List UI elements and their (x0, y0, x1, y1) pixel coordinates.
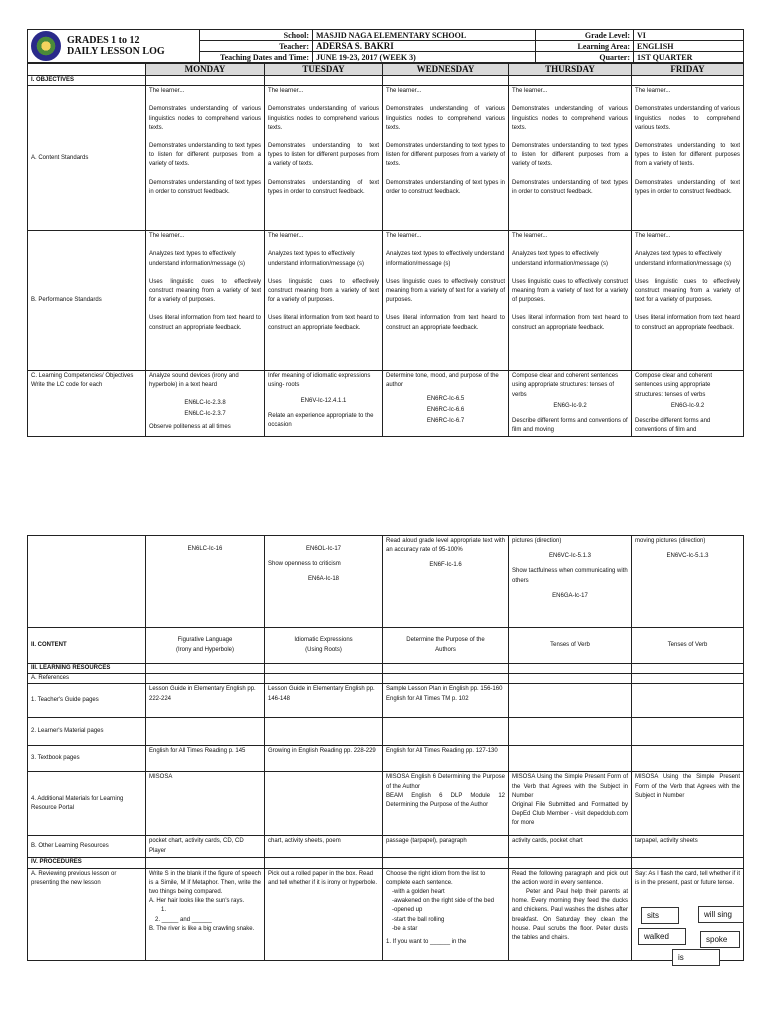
idiom-option: -with a golden heart (392, 889, 445, 896)
row-label-lm: 2. Learner's Material pages (28, 718, 146, 746)
content-std-tuesday (265, 86, 383, 231)
competency-cont-tuesday (265, 536, 383, 628)
school-label: School: (200, 30, 313, 41)
row-label-lrp: 4. Additional Materials for Learning Resource Portal (28, 772, 146, 836)
section-procedures: IV. PROCEDURES (28, 858, 146, 868)
content-std-friday (632, 86, 744, 231)
lc-code: EN6OL-Ic-17 (305, 546, 341, 552)
other-tuesday: chart, activity sheets, poem (265, 836, 383, 858)
competency-cont-monday (146, 536, 265, 628)
competency-friday (632, 371, 744, 437)
std-text: Uses literal information from text heard to construct an appropriate feedback. (635, 315, 740, 331)
idiom-option: -opened up (392, 907, 423, 914)
content-row (28, 628, 744, 664)
dates-label: Teaching Dates and Time: (200, 52, 313, 63)
lrp-friday: MISOSA Using the Simple Present Form of the Verb that Agrees with the Subject in Number (632, 772, 744, 836)
competency-text: Compose clear and coherent sentences using appropriate structures: tenses of verbs (635, 373, 713, 398)
content-thursday: Tenses of Verb (509, 628, 632, 664)
other-thursday: activity cards, pocket chart (509, 836, 632, 858)
other-resources-row (28, 836, 744, 858)
dll-page-1 (27, 29, 743, 437)
lrp-monday: MISOSA (146, 772, 265, 836)
std-text: Demonstrates understanding of text types in order to construct feedback. (386, 179, 505, 195)
row-label-content-standards: A. Content Standards (28, 86, 146, 231)
review-tuesday: Pick out a rolled paper in the box. Read and tell whether if it is irony or hyperbole. (265, 868, 383, 960)
row-label-tg: 1. Teacher's Guide pages (28, 684, 146, 718)
quarter-label: Quarter: (536, 52, 634, 63)
std-text: Demonstrates understanding of text types in order to construct feedback. (149, 179, 261, 195)
std-text: Analyzes text types to effectively understand information/message (s) (268, 251, 365, 267)
std-text: Demonstrates understanding of various linguistics nodes to comprehend various texts. (635, 106, 740, 131)
competency-text: Infer meaning of idiomatic expressions using- roots (268, 373, 371, 389)
review-row (28, 868, 744, 960)
std-text: Demonstrates understanding to text types to listen for different purposes from a variety of texts. (386, 143, 505, 168)
competency-extra: Relate an experience appropriate to the occasion (268, 412, 374, 429)
learner-text: The learner... (149, 88, 185, 95)
competency-extra: Observe politeness at all times (149, 424, 231, 431)
dll-table-page-2 (27, 535, 744, 961)
blank-cell (632, 664, 744, 674)
review-paragraph: Peter and Paul help their parents at home. Every morning they feed the ducks and chickens. Paul washes the dishes after breakfast. On Saturday they clean the house. Paul scrubs the floor. Peter dusts the tables and chairs. (512, 889, 628, 942)
learner-text: The learner... (268, 233, 304, 240)
competency-tuesday (265, 371, 383, 437)
std-text: Demonstrates understanding of various linguistics nodes to comprehend various texts. (512, 106, 628, 131)
std-text: Demonstrates understanding of text types in order to construct feedback. (512, 179, 628, 195)
perf-std-friday (632, 231, 744, 371)
other-monday: pocket chart, activity cards, CD, CD Player (146, 836, 265, 858)
review-text: Read the following paragraph and pick out the action word in every sentence. (512, 870, 628, 886)
blank-cell (146, 674, 265, 684)
blank-cell (265, 664, 383, 674)
lc-code: EN6RC-Ic-6.5 (426, 395, 465, 402)
lc-code: EN6LC-Ic-2.3.7 (184, 410, 226, 417)
tb-wednesday: English for All Times Reading pp. 127-130 (383, 746, 509, 772)
lrp-tuesday (265, 772, 383, 836)
content-subtitle: Authors (435, 646, 456, 653)
day-header-thursday: THURSDAY (509, 64, 632, 76)
dates-value: JUNE 19-23, 2017 (WEEK 3) (313, 52, 536, 63)
blank-cell (383, 674, 509, 684)
std-text: Demonstrates understanding to text types to listen for different purposes from a variety of texts. (635, 143, 740, 168)
learner-text: The learner... (149, 233, 185, 240)
std-text: Demonstrates understanding to text types to listen for different purposes from a variety of texts. (512, 143, 628, 168)
std-text: Uses literal information from text heard to construct an appropriate feedback. (268, 315, 379, 331)
review-text: Say: As I flash the card, tell whether if it is in the present, past or future tense. (635, 870, 740, 886)
review-line: 2. _____ and ______ (155, 916, 212, 923)
std-text: Uses linguistic cues to effectively construct meaning from a variety of text for a variety of purposes. (386, 278, 505, 304)
day-header-friday: FRIDAY (632, 64, 744, 76)
blank-cell (383, 858, 509, 868)
lrp-thursday: MISOSA Using the Simple Present Form of the Verb that Agrees with the Subject in Number Original File Submitted and Formatted by DepEd Club Member - visit depedclub.com for more (509, 772, 632, 836)
blank-cell (509, 76, 632, 86)
std-text: Demonstrates understanding of various linguistics nodes to comprehend various texts. (268, 106, 379, 131)
perf-std-monday (146, 231, 265, 371)
days-header-row (28, 64, 744, 76)
lc-code: EN6LC-Ic-2.3.8 (184, 399, 226, 406)
std-text: Analyzes text types to effectively understand information/message (s) (149, 251, 246, 267)
competency-extra: Show openness to criticism (268, 561, 341, 568)
review-item: A. Her hair looks like the sun's rays. (149, 898, 245, 905)
competency-extra: pictures (direction) (512, 538, 562, 544)
std-text: Demonstrates understanding of various linguistics nodes to comprehend various texts. (386, 106, 505, 131)
tg-monday: Lesson Guide in Elementary English pp. 222-224 (146, 684, 265, 718)
std-text: Analyzes text types to effectively understand information/message (s) (386, 251, 505, 267)
tg-friday (632, 684, 744, 718)
blank-cell (265, 76, 383, 86)
tb-friday (632, 746, 744, 772)
area-value: ENGLISH (634, 41, 744, 52)
row-label-competencies: C. Learning Competencies/ Objectives Write the LC code for each (28, 371, 146, 437)
review-text: Choose the right idiom from the list to complete each sentence. (386, 870, 486, 886)
dll-page-2 (27, 535, 743, 961)
day-header-wednesday: WEDNESDAY (383, 64, 509, 76)
lc-code: EN6G-Ic-9.2 (553, 402, 587, 409)
area-label: Learning Area: (536, 41, 634, 52)
teacher-value: ADERSA S. BAKRI (313, 41, 536, 52)
blank-cell (265, 858, 383, 868)
lc-code: EN6F-Ic-1.6 (429, 562, 462, 569)
lc-code: EN6VC-Ic-5.1.3 (548, 553, 591, 560)
blank-cell (146, 76, 265, 86)
lc-code: EN6RC-Ic-6.6 (426, 406, 465, 413)
lc-code: EN6VC-Ic-5.1.3 (666, 553, 709, 560)
performance-standards-row (28, 231, 744, 371)
tg-tuesday: Lesson Guide in Elementary English pp. 146-148 (265, 684, 383, 718)
teacher-label: Teacher: (200, 41, 313, 52)
content-friday: Tenses of Verb (632, 628, 744, 664)
content-std-thursday (509, 86, 632, 231)
day-header-monday: MONDAY (146, 64, 265, 76)
other-friday: tarpapel, activity sheets (632, 836, 744, 858)
content-title: Figurative Language (177, 637, 233, 644)
brand-cell (28, 30, 200, 63)
competencies-row (28, 371, 744, 437)
tg-thursday (509, 684, 632, 718)
flash-card: spoke (700, 931, 740, 948)
quarter-value: 1ST QUARTER (634, 52, 744, 63)
content-wednesday (383, 628, 509, 664)
competency-monday (146, 371, 265, 437)
review-wednesday (383, 868, 509, 960)
section-objectives: I. OBJECTIVES (28, 76, 146, 86)
content-tuesday (265, 628, 383, 664)
content-monday (146, 628, 265, 664)
std-text: Uses linguistic cues to effectively construct meaning from a variety of text for a variety of purposes. (268, 278, 379, 304)
competency-cont-friday (632, 536, 744, 628)
learners-material-row (28, 718, 744, 746)
std-text: Analyzes text types to effectively understand information/message (s) (635, 251, 732, 267)
content-title: Idiomatic Expressions (294, 637, 353, 644)
learner-text: The learner... (512, 233, 548, 240)
lc-code: EN6V-Ic-12.4.1.1 (300, 397, 347, 404)
row-label-other: B. Other Learning Resources (28, 836, 146, 858)
std-text: Uses linguistic cues to effectively construct meaning from a variety of text for a variety of purposes. (512, 278, 628, 304)
brand-title (67, 35, 165, 57)
std-text: Uses literal information from text heard to construct an appropriate feedback. (149, 315, 261, 331)
competency-text: Determine tone, mood, and purpose of the author (386, 373, 499, 389)
tb-monday: English for All Times Reading p. 145 (146, 746, 265, 772)
idiom-option: -start the ball rolling (392, 916, 445, 923)
lrp-row (28, 772, 744, 836)
std-text: Uses literal information from text heard to construct an appropriate feedback. (386, 315, 505, 331)
section-content: II. CONTENT (28, 628, 146, 664)
blank-cell (509, 664, 632, 674)
review-text: Write S in the blank if the figure of speech is a Simile, M if Metaphor. Then, write the two things being compared. (149, 870, 261, 896)
tb-thursday (509, 746, 632, 772)
flash-card: sits (641, 907, 679, 924)
competency-extra: Show tactfulness when communicating with others (512, 568, 628, 584)
std-text: Uses linguistic cues to effectively construct meaning from a variety of text for a variety of purposes. (149, 278, 261, 304)
content-subtitle: (Using Roots) (305, 646, 342, 653)
perf-std-tuesday (265, 231, 383, 371)
review-monday (146, 868, 265, 960)
competency-extra: moving pictures (direction) (635, 538, 706, 544)
lc-code: EN6A-Ic-18 (307, 576, 339, 583)
lc-code: EN6LC-Ic-16 (187, 546, 223, 552)
blank-cell (632, 718, 744, 746)
dll-table-page-1 (27, 63, 744, 437)
content-title: Determine the Purpose of the (406, 637, 485, 644)
content-subtitle: (Irony and Hyperbole) (175, 646, 235, 653)
blank-cell (265, 718, 383, 746)
learner-text: The learner... (512, 88, 548, 95)
teachers-guide-row (28, 684, 744, 718)
competency-cont-thursday (509, 536, 632, 628)
std-text: Demonstrates understanding to text types to listen for different purposes from a variety of texts. (149, 143, 261, 168)
blank-cell (383, 718, 509, 746)
lc-code: EN6RC-Ic-6.7 (426, 418, 465, 425)
flash-card: walked (638, 928, 686, 945)
blank-cell (632, 674, 744, 684)
blank-cell (509, 718, 632, 746)
dll-header-table (27, 29, 744, 63)
brand-line-2: DAILY LESSON LOG (67, 46, 165, 57)
tb-tuesday: Growing in English Reading pp. 228-229 (265, 746, 383, 772)
competency-extra: Describe different forms and conventions of film and moving (512, 418, 628, 434)
std-text: Demonstrates understanding of text types in order to construct feedback. (268, 179, 379, 195)
competency-text: Analyze sound devices (irony and hyperbole) in a text heard (149, 373, 239, 389)
brand-line-1: GRADES 1 to 12 (67, 35, 140, 46)
grade-label: Grade Level: (536, 30, 634, 41)
blank-cell (28, 536, 146, 628)
learner-text: The learner... (635, 233, 671, 240)
flash-card: is (672, 949, 720, 966)
row-label-performance-standards: B. Performance Standards (28, 231, 146, 371)
review-question: 1. If you want to ______ in the (386, 939, 467, 946)
learner-text: The learner... (268, 88, 304, 95)
grade-value: VI (634, 30, 744, 41)
blank-cell (632, 858, 744, 868)
std-text: Demonstrates understanding to text types to listen for different purposes from a variety of texts. (268, 143, 379, 168)
competencies-continued-row (28, 536, 744, 628)
blank-cell (632, 76, 744, 86)
tg-wednesday: Sample Lesson Plan in English pp. 156-160 English for All Times TM p. 102 (383, 684, 509, 718)
blank-cell (265, 674, 383, 684)
section-references: A. References (28, 674, 146, 684)
row-label-review: A. Reviewing previous lesson or presenting the new lesson (28, 868, 146, 960)
content-std-wednesday (383, 86, 509, 231)
competency-cont-wednesday (383, 536, 509, 628)
other-wednesday: passage (tarpapel), paragraph (383, 836, 509, 858)
perf-std-thursday (509, 231, 632, 371)
perf-std-wednesday (383, 231, 509, 371)
blank-cell (146, 718, 265, 746)
lrp-wednesday: MISOSA English 6 Determining the Purpose of the Author BEAM English 6 DLP Module 12 Determining the Purpose of the Author (383, 772, 509, 836)
textbook-row (28, 746, 744, 772)
blank-cell (509, 674, 632, 684)
learner-text: The learner... (635, 88, 671, 95)
learner-text: The learner... (386, 88, 422, 95)
deped-seal-icon (31, 31, 61, 61)
idiom-option: -be a star (392, 925, 418, 932)
blank-cell (509, 858, 632, 868)
corner-cell (28, 64, 146, 76)
competency-extra: Describe different forms and conventions of film and (635, 418, 711, 434)
blank-cell (383, 664, 509, 674)
competency-wednesday (383, 371, 509, 437)
day-header-tuesday: TUESDAY (265, 64, 383, 76)
blank-cell (146, 664, 265, 674)
learner-text: The learner... (386, 233, 422, 240)
std-text: Uses literal information from text heard to construct an appropriate feedback. (512, 315, 628, 331)
competency-thursday (509, 371, 632, 437)
blank-cell (383, 76, 509, 86)
content-std-monday (146, 86, 265, 231)
review-item: B. The river is like a big crawling snake. (149, 925, 255, 932)
lc-code: EN6G-Ic-9.2 (670, 402, 705, 409)
competency-extra: Read aloud grade level appropriate text with an accuracy rate of 95-100% (386, 538, 505, 554)
review-line: 1. (161, 907, 167, 914)
school-value: MASJID NAGA ELEMENTARY SCHOOL (313, 30, 536, 41)
std-text: Uses linguistic cues to effectively construct meaning from a variety of text for a variety of purposes. (635, 278, 740, 304)
blank-cell (146, 858, 265, 868)
flash-card: will sing (698, 906, 744, 923)
lc-code: EN6GA-Ic-17 (552, 592, 588, 599)
std-text: Demonstrates understanding of text types in order to construct feedback. (635, 179, 740, 195)
competency-text: Compose clear and coherent sentences using appropriate structures: tenses of verbs (512, 373, 619, 398)
section-resources: III. LEARNING RESOURCES (28, 664, 146, 674)
content-standards-row (28, 86, 744, 231)
std-text: Demonstrates understanding of various linguistics nodes to comprehend various texts. (149, 106, 261, 131)
std-text: Analyzes text types to effectively understand information/message (s) (512, 251, 609, 267)
row-label-tb: 3. Textbook pages (28, 746, 146, 772)
review-thursday (509, 868, 632, 960)
idiom-option: -awakened on the right side of the bed (392, 898, 495, 905)
